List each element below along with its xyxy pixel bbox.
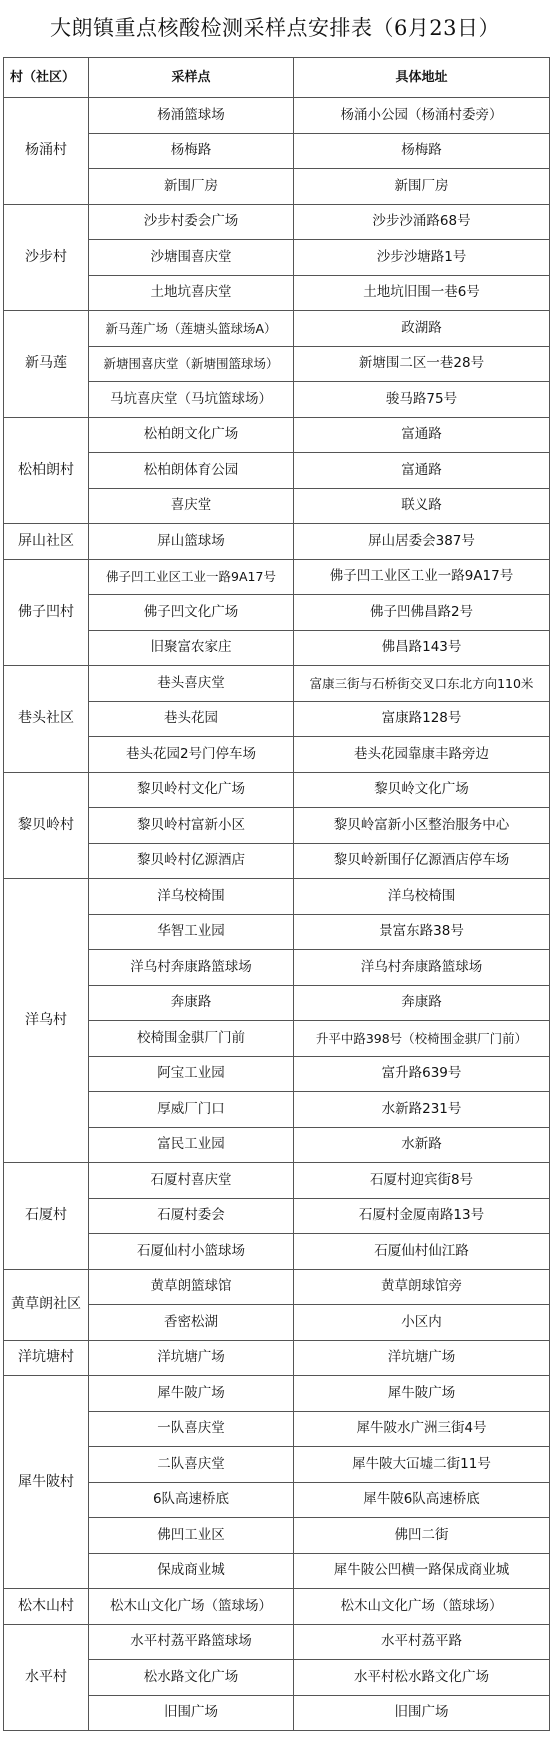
site-cell: 石厦村委会: [89, 1198, 294, 1234]
table-row: [4, 772, 550, 808]
site-cell: 二队喜庆堂: [89, 1447, 294, 1483]
village-cell: 沙步村: [4, 204, 89, 311]
site-cell: 巷头花园: [89, 701, 294, 737]
address-cell: 富通路: [294, 453, 550, 489]
address-cell: 屏山居委会387号: [294, 524, 550, 560]
sampling-table: [3, 57, 550, 1731]
table-row: [4, 1269, 550, 1305]
site-cell: 阿宝工业园: [89, 1056, 294, 1092]
village-cell: 黄草朗社区: [4, 1269, 89, 1340]
site-cell: 保成商业城: [89, 1553, 294, 1589]
address-cell: 富康路128号: [294, 701, 550, 737]
site-cell: 旧聚富农家庄: [89, 630, 294, 666]
table-row: [4, 524, 550, 560]
table-row: [4, 1340, 550, 1376]
site-cell: 新马莲广场（莲塘头篮球场A）: [89, 311, 294, 347]
address-cell: 佛凹二街: [294, 1518, 550, 1554]
table-row: [4, 879, 550, 915]
village-cell: 松柏朗村: [4, 417, 89, 524]
village-cell: 犀牛陂村: [4, 1376, 89, 1589]
village-cell: 松木山村: [4, 1589, 89, 1625]
site-cell: 沙步村委会广场: [89, 204, 294, 240]
address-cell: 犀牛陂公凹横一路保成商业城: [294, 1553, 550, 1589]
address-cell: 石厦村金厦南路13号: [294, 1198, 550, 1234]
address-cell: 洋乌村奔康路篮球场: [294, 950, 550, 986]
village-cell: 佛子凹村: [4, 559, 89, 666]
site-cell: 石厦村喜庆堂: [89, 1163, 294, 1199]
site-cell: 杨涌篮球场: [89, 98, 294, 134]
header-site: 采样点: [89, 58, 294, 98]
address-cell: 小区内: [294, 1305, 550, 1341]
table-row: [4, 417, 550, 453]
address-cell: 犀牛陂广场: [294, 1376, 550, 1412]
site-cell: 洋坑塘广场: [89, 1340, 294, 1376]
address-cell: 新围厂房: [294, 169, 550, 205]
address-cell: 水新路231号: [294, 1092, 550, 1128]
site-cell: 松柏朗体育公园: [89, 453, 294, 489]
table-row: [4, 311, 550, 347]
address-cell: 新塘围二区一巷28号: [294, 346, 550, 382]
village-cell: 新马莲: [4, 311, 89, 418]
address-cell: 联义路: [294, 488, 550, 524]
address-cell: 富康三街与石桥街交叉口东北方向110米: [294, 666, 550, 702]
village-cell: 洋坑塘村: [4, 1340, 89, 1376]
table-row: [4, 1376, 550, 1412]
village-cell: 水平村: [4, 1624, 89, 1731]
address-cell: 土地坑旧围一巷6号: [294, 275, 550, 311]
site-cell: 新围厂房: [89, 169, 294, 205]
site-cell: 佛子凹工业区工业一路9A17号: [89, 559, 294, 595]
site-cell: 土地坑喜庆堂: [89, 275, 294, 311]
address-cell: 升平中路398号（校椅围金骐厂门前）: [294, 1021, 550, 1057]
site-cell: 松柏朗文化广场: [89, 417, 294, 453]
address-cell: 水新路: [294, 1127, 550, 1163]
site-cell: 犀牛陂广场: [89, 1376, 294, 1412]
header-row: [4, 58, 550, 98]
site-cell: 校椅围金骐厂门前: [89, 1021, 294, 1057]
address-cell: 景富东路38号: [294, 914, 550, 950]
village-cell: 石厦村: [4, 1163, 89, 1270]
address-cell: 奔康路: [294, 985, 550, 1021]
address-cell: 佛子凹工业区工业一路9A17号: [294, 559, 550, 595]
table-row: [4, 1624, 550, 1660]
table-row: [4, 204, 550, 240]
village-cell: 巷头社区: [4, 666, 89, 773]
village-cell: 黎贝岭村: [4, 772, 89, 879]
address-cell: 洋乌校椅围: [294, 879, 550, 915]
table-row: [4, 98, 550, 134]
site-cell: 奔康路: [89, 985, 294, 1021]
address-cell: 骏马路75号: [294, 382, 550, 418]
address-cell: 富升路639号: [294, 1056, 550, 1092]
address-cell: 佛子凹佛昌路2号: [294, 595, 550, 631]
site-cell: 杨梅路: [89, 133, 294, 169]
address-cell: 黎贝岭文化广场: [294, 772, 550, 808]
site-cell: 黎贝岭村亿源酒店: [89, 843, 294, 879]
village-cell: 洋乌村: [4, 879, 89, 1163]
page-title: 大朗镇重点核酸检测采样点安排表（6月23日）: [49, 16, 501, 40]
address-cell: 洋坑塘广场: [294, 1340, 550, 1376]
site-cell: 香密松湖: [89, 1305, 294, 1341]
address-cell: 巷头花园靠康丰路旁边: [294, 737, 550, 773]
site-cell: 屏山篮球场: [89, 524, 294, 560]
address-cell: 杨涌小公园（杨涌村委旁）: [294, 98, 550, 134]
table-body: [4, 98, 550, 1731]
site-cell: 松水路文化广场: [89, 1660, 294, 1696]
address-cell: 杨梅路: [294, 133, 550, 169]
header-address: 具体地址: [294, 58, 550, 98]
table-row: [4, 1589, 550, 1625]
site-cell: 巷头喜庆堂: [89, 666, 294, 702]
village-cell: 杨涌村: [4, 98, 89, 205]
address-cell: 犀牛陂6队高速桥底: [294, 1482, 550, 1518]
site-cell: 马坑喜庆堂（马坑篮球场）: [89, 382, 294, 418]
address-cell: 沙步沙塘路1号: [294, 240, 550, 276]
site-cell: 洋乌校椅围: [89, 879, 294, 915]
address-cell: 旧围广场: [294, 1695, 550, 1731]
site-cell: 水平村荔平路篮球场: [89, 1624, 294, 1660]
address-cell: 富通路: [294, 417, 550, 453]
site-cell: 洋乌村奔康路篮球场: [89, 950, 294, 986]
site-cell: 佛子凹文化广场: [89, 595, 294, 631]
table-row: [4, 1163, 550, 1199]
site-cell: 厚威厂门口: [89, 1092, 294, 1128]
site-cell: 黎贝岭村富新小区: [89, 808, 294, 844]
site-cell: 黄草朗篮球馆: [89, 1269, 294, 1305]
address-cell: 石厦仙村仙江路: [294, 1234, 550, 1270]
site-cell: 新塘围喜庆堂（新塘围篮球场）: [89, 346, 294, 382]
address-cell: 黎贝岭新围仔亿源酒店停车场: [294, 843, 550, 879]
address-cell: 松木山文化广场（篮球场）: [294, 1589, 550, 1625]
site-cell: 喜庆堂: [89, 488, 294, 524]
site-cell: 华智工业园: [89, 914, 294, 950]
site-cell: 黎贝岭村文化广场: [89, 772, 294, 808]
address-cell: 水平村松水路文化广场: [294, 1660, 550, 1696]
site-cell: 佛凹工业区: [89, 1518, 294, 1554]
address-cell: 犀牛陂水广洲三街4号: [294, 1411, 550, 1447]
village-cell: 屏山社区: [4, 524, 89, 560]
header-village: 村（社区）: [4, 58, 89, 98]
site-cell: 富民工业园: [89, 1127, 294, 1163]
address-cell: 黎贝岭富新小区整治服务中心: [294, 808, 550, 844]
table-row: [4, 666, 550, 702]
address-cell: 石厦村迎宾街8号: [294, 1163, 550, 1199]
table-row: [4, 559, 550, 595]
address-cell: 水平村荔平路: [294, 1624, 550, 1660]
address-cell: 黄草朗球馆旁: [294, 1269, 550, 1305]
site-cell: 6队高速桥底: [89, 1482, 294, 1518]
site-cell: 松木山文化广场（篮球场）: [89, 1589, 294, 1625]
site-cell: 沙塘围喜庆堂: [89, 240, 294, 276]
site-cell: 巷头花园2号门停车场: [89, 737, 294, 773]
address-cell: 沙步沙涌路68号: [294, 204, 550, 240]
address-cell: 佛昌路143号: [294, 630, 550, 666]
site-cell: 石厦仙村小篮球场: [89, 1234, 294, 1270]
site-cell: 一队喜庆堂: [89, 1411, 294, 1447]
site-cell: 旧围广场: [89, 1695, 294, 1731]
address-cell: 政湖路: [294, 311, 550, 347]
address-cell: 犀牛陂大冚墟二街11号: [294, 1447, 550, 1483]
